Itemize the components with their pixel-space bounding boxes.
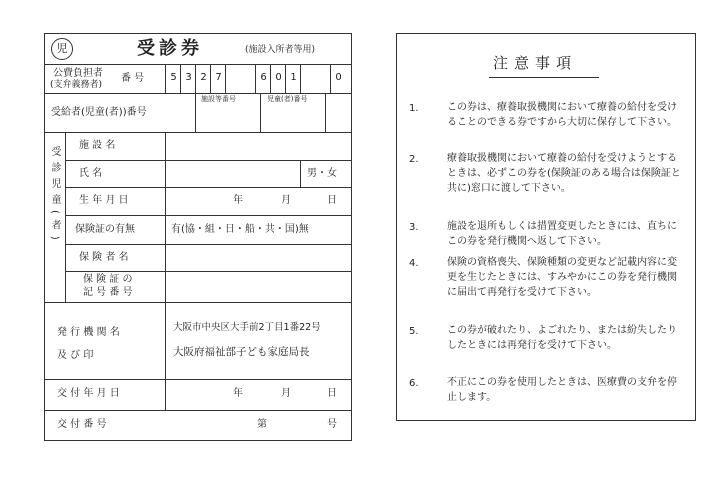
recipient-number-label: 受給者(児童(者))番号 bbox=[51, 107, 147, 118]
notice-item-text: 施設を退所もしくは措置変更したときには、直ちにこの券を発行機関へ返して下さい。 bbox=[447, 221, 677, 247]
divider bbox=[165, 132, 166, 410]
notice-item-text: 不正にこの券を使用したときは、医療費の支弁を停止します。 bbox=[447, 377, 677, 403]
insurer-name-label: 保 険 者 名 bbox=[79, 252, 129, 263]
payer-label: 公費負担者 bbox=[53, 68, 103, 79]
payer-digit: 1 bbox=[290, 72, 297, 83]
divider bbox=[270, 64, 271, 93]
issuer-name: 大阪府福祉部子ども家庭局長 bbox=[173, 346, 310, 358]
facility-code-label: 施設等番号 bbox=[201, 95, 236, 103]
divider bbox=[45, 64, 351, 65]
divider bbox=[65, 271, 351, 272]
notice-item-number: 1. bbox=[409, 103, 419, 114]
notice-item-text: 保険の資格喪失、保険種類の変更など記載内容に変更を生じたときには、すみやかにこの券を発行機関に届出て再発行を受けて下さい。 bbox=[447, 257, 677, 298]
divider bbox=[195, 64, 196, 93]
divider bbox=[65, 215, 351, 216]
ticket-card bbox=[44, 33, 352, 441]
issuer-label: 発 行 機 関 名 bbox=[57, 327, 120, 338]
issuer-address: 大阪市中央区大手前2丁目1番22号 bbox=[173, 322, 321, 333]
section-label-patient: 受診児童(者) bbox=[49, 146, 60, 246]
notice-item-text: 療養取扱機関において療養の給付を受けようとするときは、必ずこの券を(保険証のある場合は保険証と共に)窓口に渡して下さい。 bbox=[447, 153, 681, 194]
payer-digit: 3 bbox=[185, 72, 192, 83]
divider bbox=[325, 93, 326, 132]
divider bbox=[210, 64, 211, 93]
divider bbox=[45, 93, 351, 94]
divider bbox=[65, 187, 351, 188]
payer-digit: 2 bbox=[200, 72, 207, 83]
ticket-subtitle: (施設入所者等用) bbox=[245, 45, 316, 55]
divider bbox=[65, 160, 351, 161]
patient-name-label: 氏 名 bbox=[79, 168, 103, 179]
date-day: 日 bbox=[327, 195, 337, 206]
date-month: 月 bbox=[281, 195, 291, 206]
divider bbox=[65, 244, 351, 245]
divider bbox=[45, 379, 351, 380]
issue-number-suffix: 号 bbox=[327, 419, 337, 430]
divider bbox=[300, 64, 301, 93]
date-day: 日 bbox=[327, 388, 337, 399]
divider bbox=[195, 93, 196, 132]
insurance-card-label: 保 険 証 の bbox=[83, 274, 133, 285]
divider bbox=[260, 93, 261, 132]
child-number-label: 児童(者)番号 bbox=[267, 95, 308, 103]
date-month: 月 bbox=[281, 388, 291, 399]
divider bbox=[45, 302, 351, 303]
heading-underline bbox=[489, 77, 599, 78]
divider bbox=[165, 64, 166, 93]
date-year: 年 bbox=[233, 388, 243, 399]
payer-digit: 0 bbox=[335, 72, 342, 83]
payer-digit: 6 bbox=[260, 72, 267, 83]
divider bbox=[285, 64, 286, 93]
divider bbox=[45, 410, 351, 411]
date-year: 年 bbox=[233, 195, 243, 206]
notice-item-number: 4. bbox=[409, 258, 419, 269]
insurance-card-label-2: 記 号 番 号 bbox=[83, 287, 133, 298]
issuer-label-2: 及 び 印 bbox=[57, 350, 94, 361]
divider bbox=[300, 160, 301, 187]
issue-number-prefix: 第 bbox=[257, 419, 267, 430]
divider bbox=[45, 132, 351, 133]
birth-date-label: 生 年 月 日 bbox=[79, 195, 129, 206]
notice-item-number: 5. bbox=[409, 326, 419, 337]
insurance-options: 有(協・組・日・船・共・国)無 bbox=[171, 224, 309, 235]
divider bbox=[225, 64, 226, 93]
issue-number-label: 交 付 番 号 bbox=[57, 419, 107, 430]
notice-item-number: 2. bbox=[409, 154, 419, 165]
number-label: 番 号 bbox=[121, 73, 145, 84]
payer-digit: 5 bbox=[170, 72, 177, 83]
divider bbox=[180, 64, 181, 93]
divider bbox=[255, 64, 256, 93]
facility-name-label: 施 設 名 bbox=[79, 140, 116, 151]
issue-date-label: 交 付 年 月 日 bbox=[57, 388, 120, 399]
notice-item-text: この券は、療養取扱機関において療養の給付を受けることのできる券ですから大切に保存して下さい。 bbox=[447, 102, 677, 128]
notice-item-number: 3. bbox=[409, 222, 419, 233]
notice-item-number: 6. bbox=[409, 378, 419, 389]
child-badge: 児 bbox=[51, 38, 73, 60]
notice-heading: 注意事項 bbox=[493, 54, 578, 72]
payer-digit: 0 bbox=[275, 72, 282, 83]
payer-label-sub: (支弁義務者) bbox=[50, 80, 103, 90]
insurance-status-label: 保険証の有無 bbox=[75, 224, 135, 235]
sex-options: 男・女 bbox=[307, 168, 337, 179]
divider bbox=[330, 64, 331, 93]
payer-digit: 7 bbox=[215, 72, 222, 83]
notice-card bbox=[396, 33, 696, 421]
notice-item-text: この券が破れたり、よごれたり、または紛失したりしたときには再発行を受けて下さい。 bbox=[447, 325, 677, 351]
ticket-title: 受診券 bbox=[137, 38, 203, 59]
divider bbox=[65, 132, 66, 302]
